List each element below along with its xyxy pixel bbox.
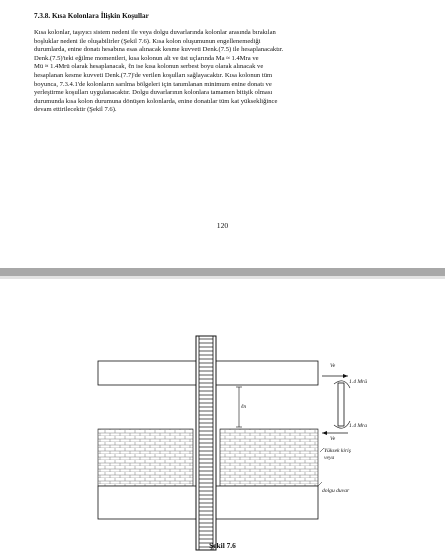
- ve-bottom-label: Ve: [330, 436, 336, 442]
- body-paragraph: [34, 29, 412, 115]
- document-page: [0, 0, 445, 268]
- paragraph-line: durumlarda, enine donatı hesabına esas alınacak kesme kuvveti Denk.(7.5) ile hesaplanacaktır.: [34, 46, 284, 54]
- paragraph-line: hesaplanan kesme kuvveti Denk.(7.7)'de verilen koşulları sağlayacaktır. Kısa kolonun tüm: [34, 71, 273, 79]
- section-title: 7.3.8. Kısa Kolonlara İlişkin Koşullar: [34, 12, 149, 20]
- page-separator: [0, 268, 445, 276]
- paragraph-line: yerleştirme koşulları uygulanacaktır. Dolgu duvarlarının kolonlara tamamen bitişik olması: [34, 89, 273, 97]
- wall-label: dolgu duvar: [322, 488, 350, 494]
- ln-label: ℓn: [241, 404, 247, 410]
- paragraph-line: boşluklar nedeni ile oluşabilirler (Şekil 7.6). Kısa kolon oluşumunun engellenemediği: [34, 37, 261, 45]
- moment-top-label: 1.4 Mrü: [349, 379, 368, 385]
- paragraph-line: devam ettirilecektir (Şekil 7.6).: [34, 106, 117, 114]
- paragraph-line: durumunda kısa kolon durumuna dönüşen kolonlarda, enine donatılar tüm kat yüksekliğince: [34, 97, 278, 105]
- page-separator-shadow: [0, 276, 445, 279]
- short-column-free-body: [338, 383, 344, 426]
- figure-caption: Şekil 7.6: [209, 541, 236, 550]
- figure-short-column: [0, 280, 445, 554]
- paragraph-line: Denk.(7.5)'teki eğilme momentleri, kısa kolonun alt ve üst uçlarında Ma ≈ 1.4Mra ve: [34, 54, 259, 62]
- ve-top-label: Ve: [330, 363, 336, 369]
- short-column-diagram: [0, 280, 445, 554]
- paragraph-line: boyunca, 7.3.4.1'de kolonların sarılma bölgeleri için tanımlanan minimum enine donatı ve: [34, 80, 272, 88]
- infill-wall-right: [220, 429, 318, 486]
- beam-label: Yüksek kiriş veya: [324, 448, 351, 461]
- page-number: 120: [216, 221, 229, 230]
- moment-bottom-label: 1.4 Mra: [349, 423, 368, 429]
- infill-wall-left: [98, 429, 193, 486]
- paragraph-line: Mü ≈ 1.4Mrü olarak hesaplanacak, ℓn ise kısa kolonun serbest boyu olarak alınacak ve: [34, 63, 264, 71]
- paragraph-line: Kısa kolonlar, taşıyıcı sistem nedeni ile veya dolgu duvarlarında kolonlar arasında bırakılan: [34, 29, 276, 36]
